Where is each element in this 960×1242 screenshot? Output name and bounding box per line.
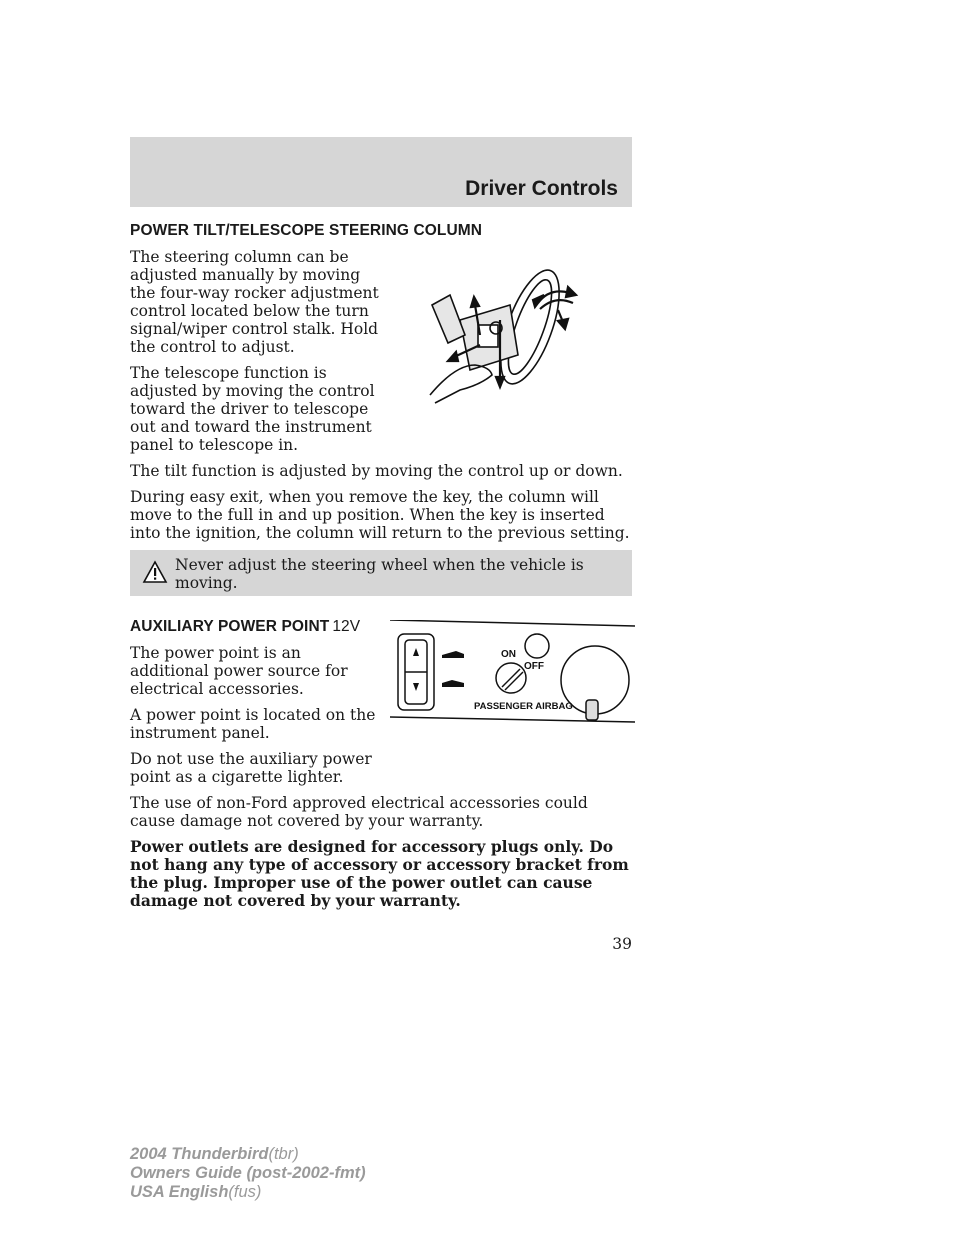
steering-paragraph-1: The steering column can be adjusted manually by moving the four-way rocker adjustment control located below the turn signal/wiper control stalk. Hold the control to adjust. bbox=[130, 248, 379, 356]
warning-triangle-icon bbox=[142, 560, 168, 584]
power-paragraph-2: A power point is located on the instrument panel. bbox=[130, 706, 376, 742]
power-warning-paragraph: Power outlets are designed for accessory plugs only. Do not hang any type of accessory or accessory bracket from the plug. Improper use of the power outlet can cause damage not covered by your warranty. bbox=[130, 837, 629, 910]
power-point-heading-text: AUXILIARY POWER POINT bbox=[130, 618, 330, 635]
page-number: 39 bbox=[612, 935, 632, 953]
footer-model: 2004 Thunderbird bbox=[130, 1145, 269, 1163]
airbag-off-label: OFF bbox=[524, 661, 544, 672]
power-point-heading bbox=[130, 618, 632, 636]
footer-line-1 bbox=[130, 1145, 366, 1164]
steering-paragraph-2: The telescope function is adjusted by moving the control toward the driver to telescope out and toward the instrument panel to telescope in. bbox=[130, 364, 375, 454]
airbag-on-label: ON bbox=[501, 649, 516, 660]
power-paragraph-3: Do not use the auxiliary power point as a cigarette lighter. bbox=[130, 750, 372, 786]
power-paragraph-4: The use of non-Ford approved electrical accessories could cause damage not covered by your warranty. bbox=[130, 794, 588, 830]
section-title: Driver Controls bbox=[465, 177, 618, 200]
footer-line-3 bbox=[130, 1183, 366, 1202]
footer-language-code: (fus) bbox=[228, 1183, 262, 1201]
footer-language: USA English bbox=[130, 1183, 229, 1201]
footer-line-2 bbox=[130, 1164, 366, 1183]
steering-column-heading: POWER TILT/TELESCOPE STEERING COLUMN bbox=[130, 222, 483, 239]
page-content bbox=[130, 210, 632, 918]
passenger-airbag-label: PASSENGER AIRBAG bbox=[474, 701, 573, 712]
warning-text: Never adjust the steering wheel when the vehicle is moving. bbox=[175, 556, 584, 592]
footer bbox=[130, 1145, 366, 1202]
power-paragraph-1: The power point is an additional power source for electrical accessories. bbox=[130, 644, 348, 698]
steering-paragraph-3: The tilt function is adjusted by moving the control up or down. bbox=[130, 462, 623, 480]
footer-model-code: (tbr) bbox=[268, 1145, 299, 1163]
power-point-heading-suffix: 12V bbox=[332, 618, 361, 635]
footer-guide: Owners Guide (post-2002-fmt) bbox=[130, 1164, 366, 1182]
warning-box bbox=[130, 550, 632, 596]
steering-paragraph-4: During easy exit, when you remove the key, the column will move to the full in and up position. When the key is inserted into the ignition, the column will return to the previous setting. bbox=[130, 488, 630, 542]
section-header-band bbox=[130, 137, 632, 207]
